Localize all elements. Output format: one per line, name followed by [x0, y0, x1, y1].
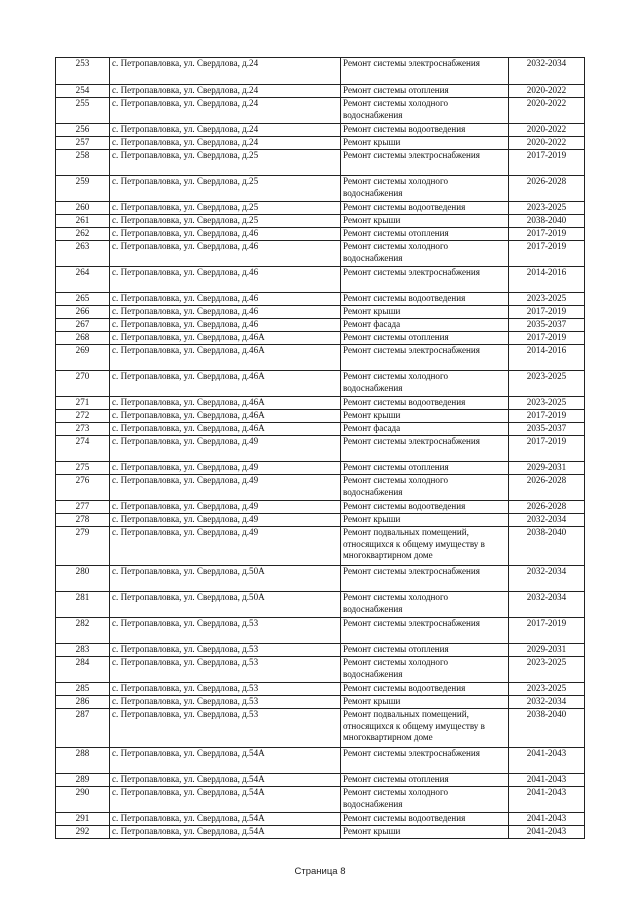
address-cell: с. Петропавловка, ул. Свердлова, д.53	[110, 657, 341, 683]
address-cell: с. Петропавловка, ул. Свердлова, д.46	[110, 241, 341, 267]
period-cell: 2014-2016	[509, 267, 585, 293]
work-type-cell: Ремонт подвальных помещений, относящихся к общему имуществу в многоквартирном доме	[341, 709, 509, 748]
address-cell: с. Петропавловка, ул. Свердлова, д.46	[110, 293, 341, 306]
period-cell: 2020-2022	[509, 137, 585, 150]
period-cell: 2041-2043	[509, 813, 585, 826]
address-cell: с. Петропавловка, ул. Свердлова, д.46А	[110, 371, 341, 397]
address-cell: с. Петропавловка, ул. Свердлова, д.53	[110, 683, 341, 696]
table-row	[56, 332, 585, 345]
address-cell: с. Петропавловка, ул. Свердлова, д.24	[110, 58, 341, 85]
period-cell: 2035-2037	[509, 423, 585, 436]
table-row	[56, 345, 585, 371]
work-type-cell: Ремонт системы холодного водоснабжения	[341, 371, 509, 397]
table-row	[56, 98, 585, 124]
period-cell: 2017-2019	[509, 150, 585, 176]
table-row	[56, 462, 585, 475]
period-cell: 2020-2022	[509, 85, 585, 98]
table-row	[56, 501, 585, 514]
row-number-cell: 258	[56, 150, 110, 176]
table-row	[56, 826, 585, 839]
period-cell: 2014-2016	[509, 345, 585, 371]
table-row	[56, 397, 585, 410]
table-row	[56, 709, 585, 748]
work-type-cell: Ремонт системы водоотведения	[341, 124, 509, 137]
address-cell: с. Петропавловка, ул. Свердлова, д.54А	[110, 774, 341, 787]
table-row	[56, 423, 585, 436]
period-cell: 2017-2019	[509, 436, 585, 462]
table-row	[56, 137, 585, 150]
address-cell: с. Петропавловка, ул. Свердлова, д.25	[110, 202, 341, 215]
period-cell: 2017-2019	[509, 228, 585, 241]
address-cell: с. Петропавловка, ул. Свердлова, д.46	[110, 228, 341, 241]
address-cell: с. Петропавловка, ул. Свердлова, д.24	[110, 124, 341, 137]
period-cell: 2041-2043	[509, 826, 585, 839]
address-cell: с. Петропавловка, ул. Свердлова, д.46А	[110, 410, 341, 423]
address-cell: с. Петропавловка, ул. Свердлова, д.54А	[110, 748, 341, 774]
work-type-cell: Ремонт крыши	[341, 826, 509, 839]
work-type-cell: Ремонт системы электроснабжения	[341, 618, 509, 644]
row-number-cell: 291	[56, 813, 110, 826]
row-number-cell: 256	[56, 124, 110, 137]
period-cell: 2038-2040	[509, 215, 585, 228]
work-type-cell: Ремонт системы электроснабжения	[341, 150, 509, 176]
table-row	[56, 293, 585, 306]
address-cell: с. Петропавловка, ул. Свердлова, д.46А	[110, 332, 341, 345]
row-number-cell: 274	[56, 436, 110, 462]
row-number-cell: 288	[56, 748, 110, 774]
row-number-cell: 275	[56, 462, 110, 475]
work-type-cell: Ремонт крыши	[341, 696, 509, 709]
work-type-cell: Ремонт системы отопления	[341, 228, 509, 241]
table-row	[56, 527, 585, 566]
work-type-cell: Ремонт системы водоотведения	[341, 202, 509, 215]
row-number-cell: 267	[56, 319, 110, 332]
work-type-cell: Ремонт фасада	[341, 319, 509, 332]
work-type-cell: Ремонт системы электроснабжения	[341, 566, 509, 592]
address-cell: с. Петропавловка, ул. Свердлова, д.24	[110, 137, 341, 150]
period-cell: 2029-2031	[509, 644, 585, 657]
address-cell: с. Петропавловка, ул. Свердлова, д.46А	[110, 397, 341, 410]
row-number-cell: 281	[56, 592, 110, 618]
address-cell: с. Петропавловка, ул. Свердлова, д.49	[110, 436, 341, 462]
address-cell: с. Петропавловка, ул. Свердлова, д.53	[110, 618, 341, 644]
period-cell: 2017-2019	[509, 306, 585, 319]
row-number-cell: 273	[56, 423, 110, 436]
row-number-cell: 277	[56, 501, 110, 514]
work-type-cell: Ремонт системы отопления	[341, 462, 509, 475]
row-number-cell: 285	[56, 683, 110, 696]
period-cell: 2017-2019	[509, 618, 585, 644]
table-row	[56, 787, 585, 813]
table-row	[56, 514, 585, 527]
table-row	[56, 436, 585, 462]
row-number-cell: 263	[56, 241, 110, 267]
work-type-cell: Ремонт системы электроснабжения	[341, 58, 509, 85]
row-number-cell: 265	[56, 293, 110, 306]
work-type-cell: Ремонт системы отопления	[341, 85, 509, 98]
table-row	[56, 267, 585, 293]
address-cell: с. Петропавловка, ул. Свердлова, д.54А	[110, 826, 341, 839]
address-cell: с. Петропавловка, ул. Свердлова, д.54А	[110, 787, 341, 813]
address-cell: с. Петропавловка, ул. Свердлова, д.46	[110, 306, 341, 319]
work-type-cell: Ремонт крыши	[341, 306, 509, 319]
row-number-cell: 269	[56, 345, 110, 371]
work-type-cell: Ремонт системы электроснабжения	[341, 267, 509, 293]
work-type-cell: Ремонт фасада	[341, 423, 509, 436]
period-cell: 2038-2040	[509, 527, 585, 566]
row-number-cell: 290	[56, 787, 110, 813]
address-cell: с. Петропавловка, ул. Свердлова, д.49	[110, 475, 341, 501]
address-cell: с. Петропавловка, ул. Свердлова, д.46	[110, 319, 341, 332]
table-row	[56, 774, 585, 787]
row-number-cell: 279	[56, 527, 110, 566]
period-cell: 2020-2022	[509, 98, 585, 124]
work-type-cell: Ремонт системы электроснабжения	[341, 748, 509, 774]
row-number-cell: 283	[56, 644, 110, 657]
period-cell: 2032-2034	[509, 566, 585, 592]
table-row	[56, 150, 585, 176]
address-cell: с. Петропавловка, ул. Свердлова, д.53	[110, 644, 341, 657]
row-number-cell: 276	[56, 475, 110, 501]
address-cell: с. Петропавловка, ул. Свердлова, д.25	[110, 215, 341, 228]
row-number-cell: 287	[56, 709, 110, 748]
table-row	[56, 202, 585, 215]
period-cell: 2023-2025	[509, 657, 585, 683]
period-cell: 2023-2025	[509, 683, 585, 696]
table-row	[56, 592, 585, 618]
row-number-cell: 289	[56, 774, 110, 787]
table-row	[56, 176, 585, 202]
row-number-cell: 261	[56, 215, 110, 228]
period-cell: 2041-2043	[509, 774, 585, 787]
row-number-cell: 259	[56, 176, 110, 202]
table-row	[56, 644, 585, 657]
row-number-cell: 286	[56, 696, 110, 709]
table-row	[56, 215, 585, 228]
work-type-cell: Ремонт крыши	[341, 514, 509, 527]
period-cell: 2032-2034	[509, 58, 585, 85]
table-row	[56, 124, 585, 137]
table-row	[56, 813, 585, 826]
period-cell: 2023-2025	[509, 371, 585, 397]
work-type-cell: Ремонт подвальных помещений, относящихся к общему имуществу в многоквартирном доме	[341, 527, 509, 566]
work-type-cell: Ремонт системы холодного водоснабжения	[341, 176, 509, 202]
address-cell: с. Петропавловка, ул. Свердлова, д.50А	[110, 566, 341, 592]
row-number-cell: 271	[56, 397, 110, 410]
period-cell: 2026-2028	[509, 176, 585, 202]
table-row	[56, 306, 585, 319]
work-type-cell: Ремонт системы водоотведения	[341, 813, 509, 826]
work-type-cell: Ремонт системы холодного водоснабжения	[341, 787, 509, 813]
address-cell: с. Петропавловка, ул. Свердлова, д.54А	[110, 813, 341, 826]
period-cell: 2023-2025	[509, 202, 585, 215]
table-row	[56, 319, 585, 332]
address-cell: с. Петропавловка, ул. Свердлова, д.24	[110, 85, 341, 98]
row-number-cell: 284	[56, 657, 110, 683]
row-number-cell: 268	[56, 332, 110, 345]
period-cell: 2026-2028	[509, 475, 585, 501]
work-type-cell: Ремонт системы водоотведения	[341, 293, 509, 306]
work-type-cell: Ремонт системы водоотведения	[341, 683, 509, 696]
address-cell: с. Петропавловка, ул. Свердлова, д.50А	[110, 592, 341, 618]
address-cell: с. Петропавловка, ул. Свердлова, д.49	[110, 514, 341, 527]
work-type-cell: Ремонт системы холодного водоснабжения	[341, 657, 509, 683]
address-cell: с. Петропавловка, ул. Свердлова, д.49	[110, 462, 341, 475]
address-cell: с. Петропавловка, ул. Свердлова, д.46	[110, 267, 341, 293]
row-number-cell: 270	[56, 371, 110, 397]
period-cell: 2032-2034	[509, 514, 585, 527]
work-type-cell: Ремонт крыши	[341, 137, 509, 150]
period-cell: 2041-2043	[509, 787, 585, 813]
period-cell: 2041-2043	[509, 748, 585, 774]
table-row	[56, 696, 585, 709]
period-cell: 2017-2019	[509, 332, 585, 345]
row-number-cell: 257	[56, 137, 110, 150]
period-cell: 2038-2040	[509, 709, 585, 748]
table-body	[56, 58, 585, 839]
table-row	[56, 566, 585, 592]
work-type-cell: Ремонт системы электроснабжения	[341, 436, 509, 462]
row-number-cell: 272	[56, 410, 110, 423]
address-cell: с. Петропавловка, ул. Свердлова, д.49	[110, 501, 341, 514]
table-row	[56, 618, 585, 644]
work-type-cell: Ремонт системы холодного водоснабжения	[341, 475, 509, 501]
period-cell: 2023-2025	[509, 293, 585, 306]
row-number-cell: 278	[56, 514, 110, 527]
address-cell: с. Петропавловка, ул. Свердлова, д.25	[110, 150, 341, 176]
work-type-cell: Ремонт системы отопления	[341, 644, 509, 657]
table-row	[56, 241, 585, 267]
repair-schedule-table	[55, 57, 585, 839]
row-number-cell: 260	[56, 202, 110, 215]
table-row	[56, 85, 585, 98]
period-cell: 2026-2028	[509, 501, 585, 514]
row-number-cell: 255	[56, 98, 110, 124]
row-number-cell: 280	[56, 566, 110, 592]
work-type-cell: Ремонт системы отопления	[341, 774, 509, 787]
table-row	[56, 410, 585, 423]
period-cell: 2035-2037	[509, 319, 585, 332]
address-cell: с. Петропавловка, ул. Свердлова, д.25	[110, 176, 341, 202]
work-type-cell: Ремонт системы холодного водоснабжения	[341, 592, 509, 618]
page-number: Страница 8	[294, 866, 346, 877]
period-cell: 2029-2031	[509, 462, 585, 475]
table-row	[56, 228, 585, 241]
row-number-cell: 266	[56, 306, 110, 319]
row-number-cell: 262	[56, 228, 110, 241]
row-number-cell: 264	[56, 267, 110, 293]
table-row	[56, 748, 585, 774]
table-row	[56, 371, 585, 397]
address-cell: с. Петропавловка, ул. Свердлова, д.24	[110, 98, 341, 124]
work-type-cell: Ремонт крыши	[341, 215, 509, 228]
period-cell: 2032-2034	[509, 592, 585, 618]
work-type-cell: Ремонт системы водоотведения	[341, 501, 509, 514]
row-number-cell: 282	[56, 618, 110, 644]
work-type-cell: Ремонт системы холодного водоснабжения	[341, 241, 509, 267]
period-cell: 2017-2019	[509, 410, 585, 423]
work-type-cell: Ремонт системы водоотведения	[341, 397, 509, 410]
work-type-cell: Ремонт системы холодного водоснабжения	[341, 98, 509, 124]
period-cell: 2023-2025	[509, 397, 585, 410]
row-number-cell: 254	[56, 85, 110, 98]
table-row	[56, 475, 585, 501]
period-cell: 2017-2019	[509, 241, 585, 267]
address-cell: с. Петропавловка, ул. Свердлова, д.46А	[110, 345, 341, 371]
address-cell: с. Петропавловка, ул. Свердлова, д.46А	[110, 423, 341, 436]
table-row	[56, 657, 585, 683]
work-type-cell: Ремонт системы электроснабжения	[341, 345, 509, 371]
period-cell: 2032-2034	[509, 696, 585, 709]
table-row	[56, 58, 585, 85]
work-type-cell: Ремонт крыши	[341, 410, 509, 423]
row-number-cell: 292	[56, 826, 110, 839]
address-cell: с. Петропавловка, ул. Свердлова, д.49	[110, 527, 341, 566]
work-type-cell: Ремонт системы отопления	[341, 332, 509, 345]
period-cell: 2020-2022	[509, 124, 585, 137]
row-number-cell: 253	[56, 58, 110, 85]
table-row	[56, 683, 585, 696]
address-cell: с. Петропавловка, ул. Свердлова, д.53	[110, 696, 341, 709]
address-cell: с. Петропавловка, ул. Свердлова, д.53	[110, 709, 341, 748]
